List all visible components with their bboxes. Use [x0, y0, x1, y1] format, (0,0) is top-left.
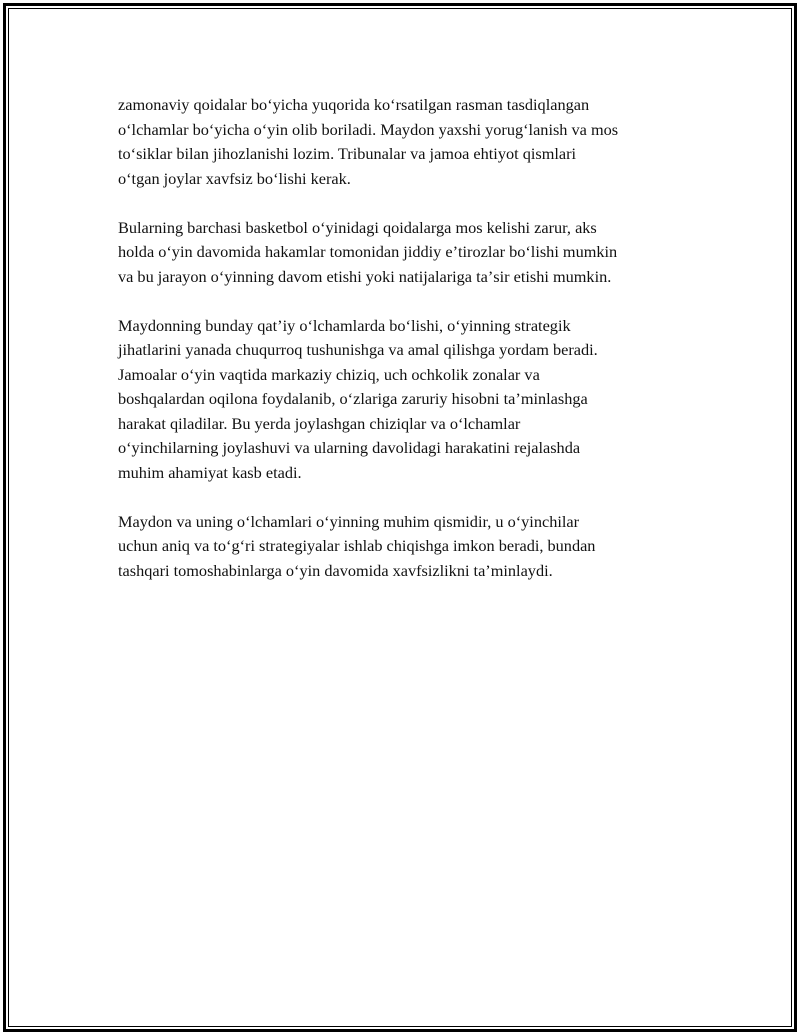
- paragraph-1: zamonaviy qoidalar boʻyicha yuqorida koʻrsatilgan rasman tasdiqlangan oʻlchamlar boʻyicha oʻyin olib boriladi. Maydon yaxshi yorugʻlanish va mos toʻsiklar bilan jihozlanishi lozim. Tribunalar va jamoa ehtiyot qismlari oʻtgan joylar xavfsiz boʻlishi kerak.: [118, 95, 619, 188]
- paragraph-4: Maydon va uning oʻlchamlari oʻyinning muhim qismidir, u oʻyinchilar uchun aniq va toʻgʻri strategiyalar ishlab chiqishga imkon beradi, bundan tashqari tomoshabinlarga oʻyin davomida xavfsizlikni taʼminlaydi.: [118, 511, 596, 580]
- paragraph-3: Maydonning bunday qatʼiy oʻlchamlarda boʻlishi, oʻyinning strategik jihatlarini yanada chuqurroq tushunishga va amal qilishga yordam beradi. Jamoalar oʻyin vaqtida markaziy chiziq, uch ochkolik zonalar va boshqalardan oqilona foydalanib, oʻzlariga zaruriy hisobni taʼminlashga harakat qiladilar. Bu yerda joylashgan chiziqlar va oʻlchamlar oʻyinchilarning joylashuvi va ularning davolidagi harakatini rejalashda muhim ahamiyat kasb etadi.: [118, 315, 598, 482]
- document-body: [118, 93, 708, 608]
- paragraph-2: Bularning barchasi basketbol oʻyinidagi qoidalarga mos kelishi zarur, aks holda oʻyin davomida hakamlar tomonidan jiddiy eʼtirozlar boʻlishi mumkin va bu jarayon oʻyinning davom etishi yoki natijalariga taʼsir etishi mumkin.: [118, 217, 618, 286]
